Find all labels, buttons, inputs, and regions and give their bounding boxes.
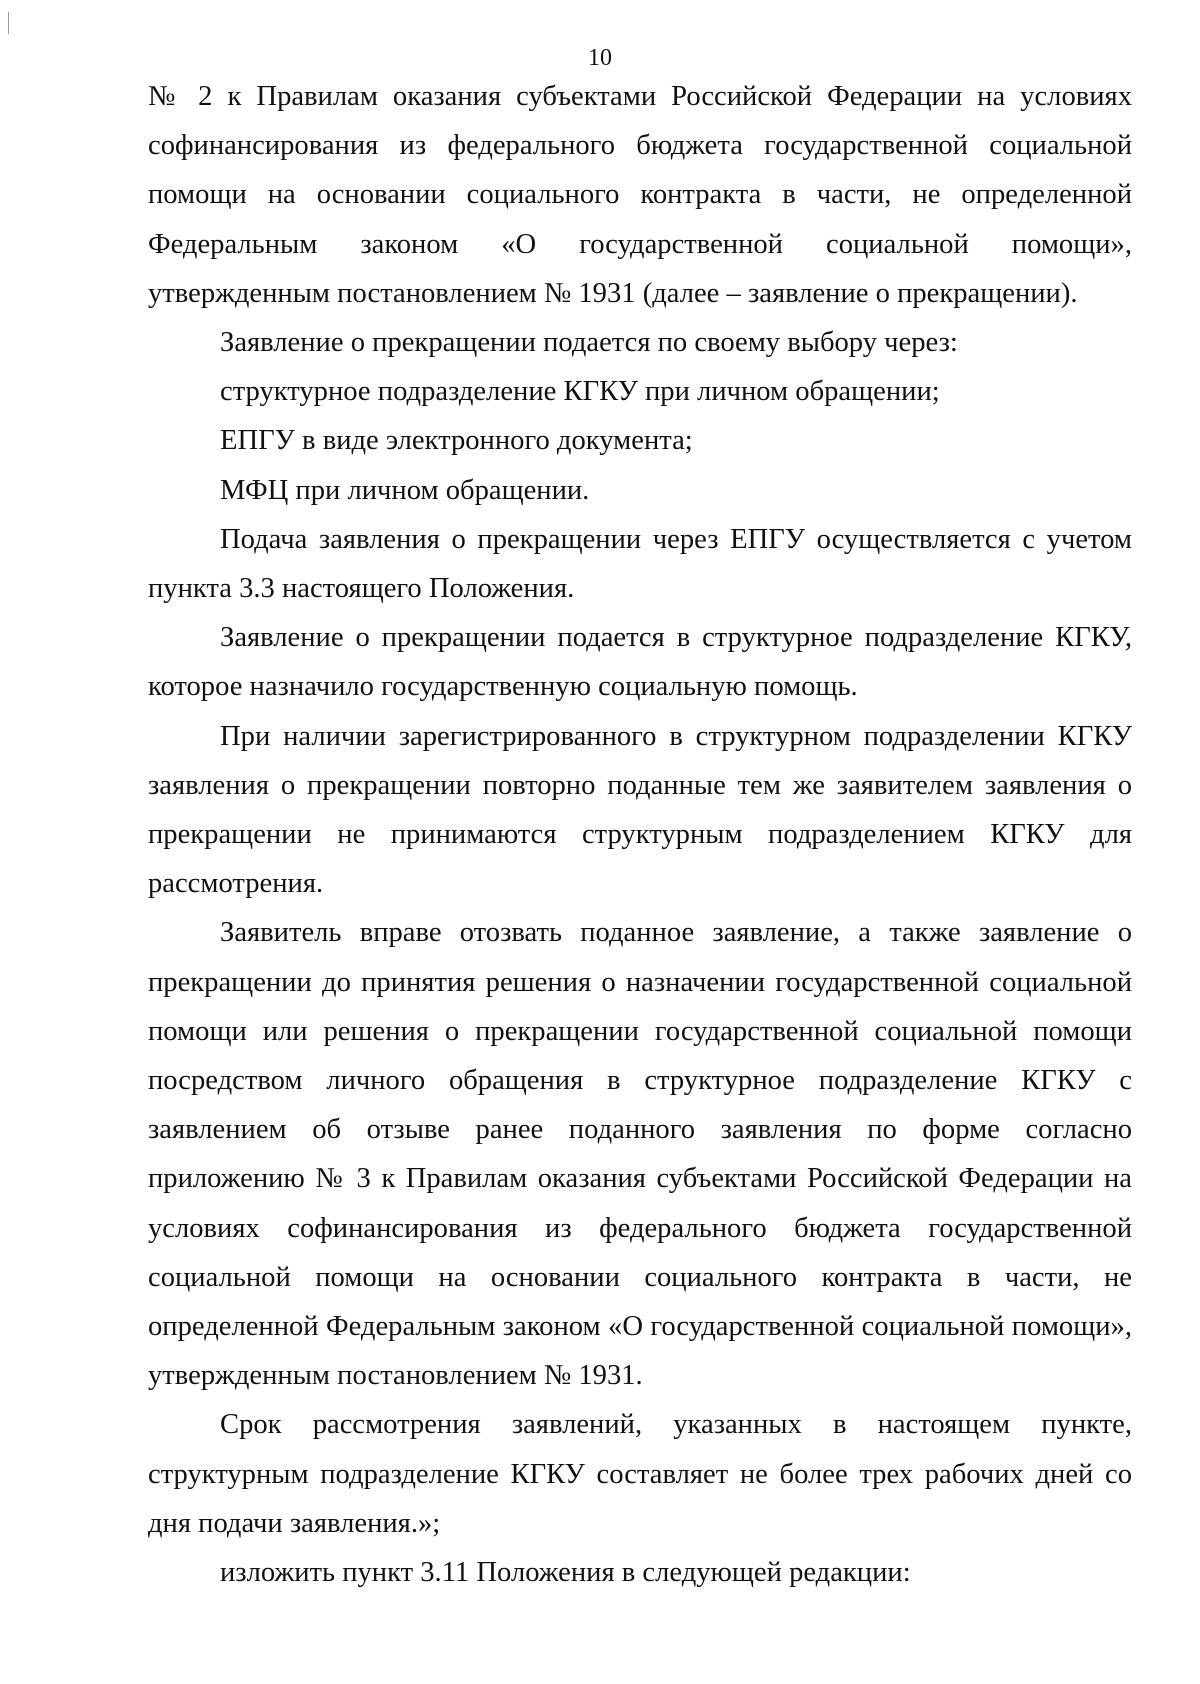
list-item-epgu: ЕПГУ в виде электронного документа; [220, 425, 693, 457]
paragraph-continuation: № 2 к Правилам оказания субъектами Российской Федерации на условиях софинансирования из федерального бюджета государственной социальной помощи на основании социального контракта в части, не определенной Федеральным законом «О государственной социальной помощи», утвержденным постановлением № 1931 (далее – заявление о прекращении). [148, 81, 1132, 309]
paragraph-review-period: Срок рассмотрения заявлений, указанных в настоящем пункте, структурным подразделение КГКУ составляет не более трех рабочих дней со дня подачи заявления.»; [148, 1409, 1132, 1539]
paragraph-repeat-applications: При наличии зарегистрированного в структурном подразделении КГКУ заявления о прекращении повторно поданные тем же заявителем заявления о прекращении не принимаются структурным подразделением КГКУ для рассмотрения. [148, 720, 1132, 900]
paragraph-submission-methods: Заявление о прекращении подается по своему выбору через: [220, 327, 958, 359]
page-number: 10 [588, 45, 612, 71]
document-body [148, 72, 1132, 1597]
list-item-mfc: МФЦ при личном обращении. [220, 474, 590, 506]
paragraph-epgu-submission: Подача заявления о прекращении через ЕПГУ осуществляется с учетом пункта 3.3 настоящего Положения. [148, 523, 1132, 605]
list-item-kgku: структурное подразделение КГКУ при личном обращении; [220, 376, 940, 408]
scan-edge-mark [8, 12, 9, 34]
paragraph-withdrawal: Заявитель вправе отозвать поданное заявление, а также заявление о прекращении до принятия решения о назначении государственной социальной помощи или решения о прекращении государственной социальной помощи посредством личного обращения в структурное подразделение КГКУ с заявлением об отзыве ранее поданного заявления по форме согласно приложению № 3 к Правилам оказания субъектами Российской Федерации на условиях софинансирования из федерального бюджета государственной социальной помощи на основании социального контракта в части, не определенной Федеральным законом «О государственной социальной помощи», утвержденным постановлением № 1931. [148, 917, 1132, 1392]
paragraph-amendment: изложить пункт 3.11 Положения в следующей редакции: [220, 1557, 911, 1589]
paragraph-submission-target: Заявление о прекращении подается в структурное подразделение КГКУ, которое назначило государственную социальную помощь. [148, 622, 1132, 703]
